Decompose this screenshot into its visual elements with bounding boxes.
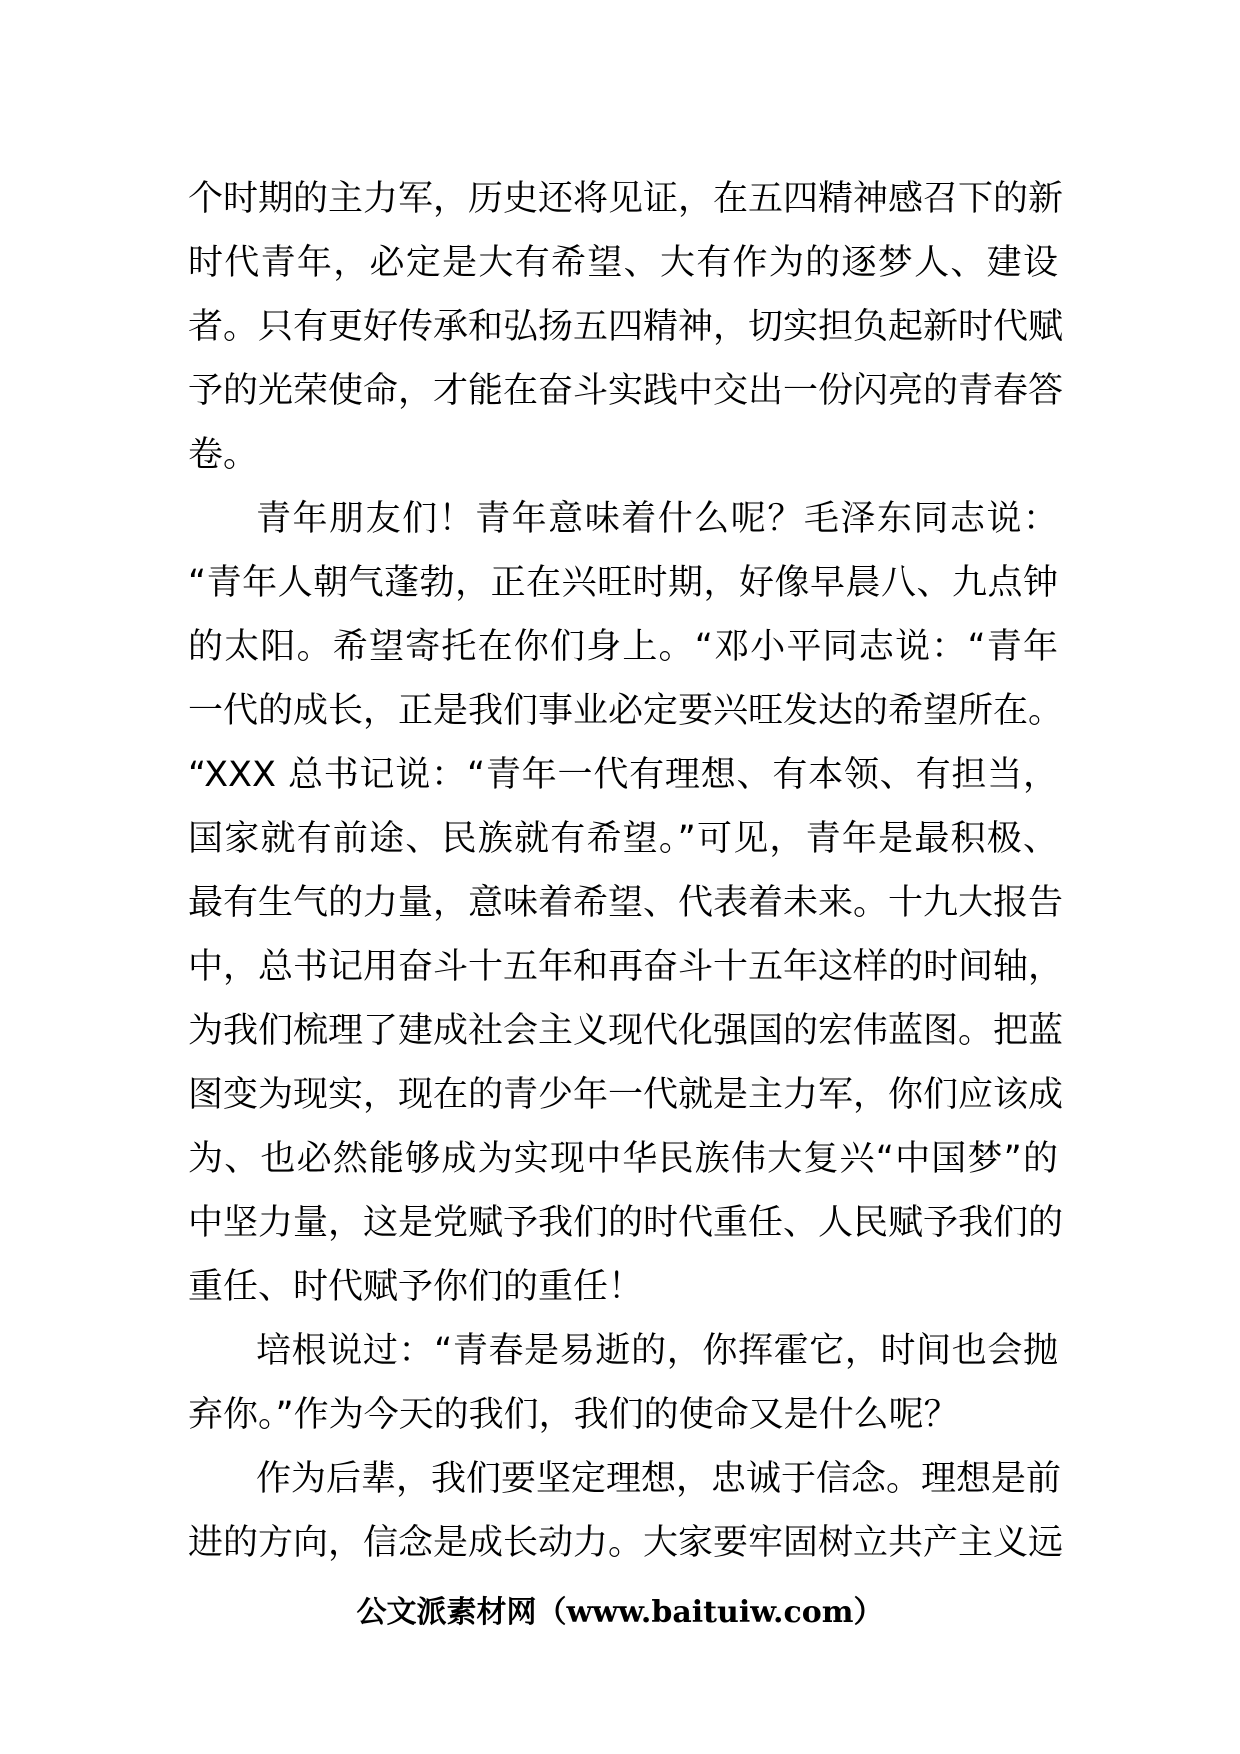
text-line: 时代青年，必定是大有希望、大有作为的逐梦人、建设: [188, 243, 1058, 283]
text-line: 重任、时代赋予你们的重任！: [188, 1267, 644, 1307]
text-line: 卷。: [188, 435, 259, 475]
text-line: “XXX 总书记说：“青年一代有理想、有本领、有担当，: [188, 755, 1058, 795]
text-line: 图变为现实，现在的青少年一代就是主力军，你们应该成: [188, 1075, 1064, 1115]
paragraph-first-line: 青年朋友们！青年意味着什么呢？毛泽东同志说：: [256, 499, 1058, 539]
text-line: 者。只有更好传承和弘扬五四精神，切实担负起新时代赋: [188, 307, 1064, 347]
text-line: 最有生气的力量，意味着希望、代表着未来。十九大报告: [188, 883, 1064, 923]
text-line: 一代的成长，正是我们事业必定要兴旺发达的希望所在。: [188, 691, 1064, 731]
text-line: 个时期的主力军，历史还将见证，在五四精神感召下的新: [188, 179, 1064, 219]
text-line: 中坚力量，这是党赋予我们的时代重任、人民赋予我们的: [188, 1203, 1064, 1243]
paragraph-first-line: 作为后辈，我们要坚定理想，忠诚于信念。理想是前: [256, 1459, 1062, 1499]
paragraph-first-line: 培根说过：“青春是易逝的，你挥霍它，时间也会抛: [256, 1331, 1058, 1371]
text-line: 进的方向，信念是成长动力。大家要牢固树立共产主义远: [188, 1523, 1064, 1563]
text-line: “青年人朝气蓬勃，正在兴旺时期，好像早晨八、九点钟: [188, 563, 1058, 603]
text-line: 国家就有前途、民族就有希望。”可见，青年是最积极、: [188, 819, 1058, 859]
footer-watermark: 公文派素材网（www.baituiw.com）: [356, 1595, 884, 1630]
text-line: 弃你。”作为今天的我们，我们的使命又是什么呢？: [188, 1395, 959, 1435]
text-line: 予的光荣使命，才能在奋斗实践中交出一份闪亮的青春答: [188, 371, 1064, 411]
body-text: [188, 167, 1064, 1575]
text-line: 的太阳。希望寄托在你们身上。“邓小平同志说：“青年: [188, 627, 1058, 667]
text-line: 为我们梳理了建成社会主义现代化强国的宏伟蓝图。把蓝: [188, 1011, 1064, 1051]
text-line: 为、也必然能够成为实现中华民族伟大复兴“中国梦”的: [188, 1139, 1058, 1179]
text-line: 中，总书记用奋斗十五年和再奋斗十五年这样的时间轴，: [188, 947, 1064, 987]
